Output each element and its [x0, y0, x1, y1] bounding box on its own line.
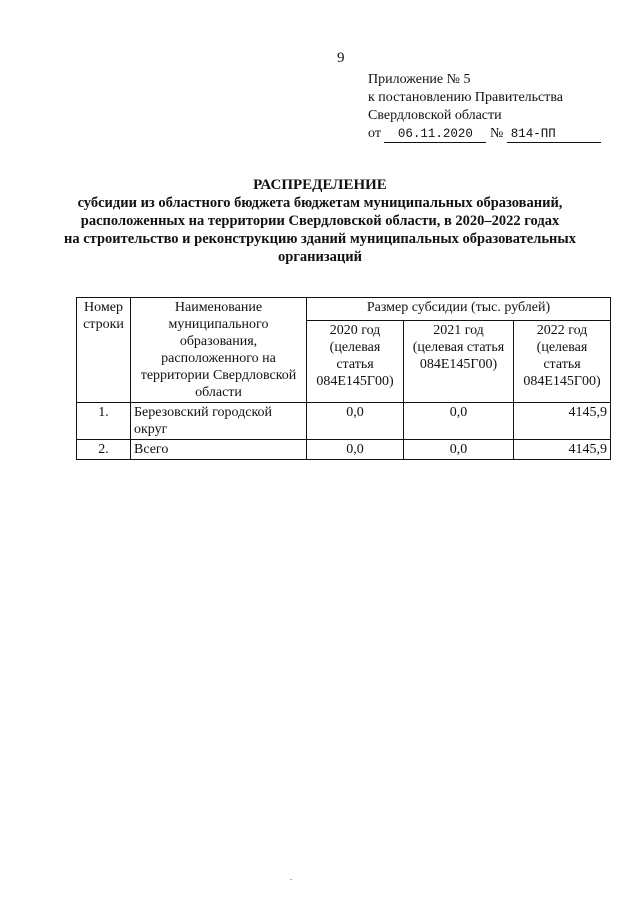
title-line-4: организаций [278, 249, 362, 265]
row-name: Березовский городской округ [131, 403, 307, 440]
header-subsidy-amount: Размер субсидии (тыс. рублей) [307, 298, 611, 321]
table-header-row [77, 298, 611, 321]
appendix-date-line [368, 125, 601, 143]
row-value-2020: 0,0 [307, 403, 404, 440]
table-row [77, 440, 611, 460]
row-value-2022: 4145,9 [514, 403, 611, 440]
header-year-2022: 2022 год (целевая статья 084Е145Г00) [514, 321, 611, 403]
row-name: Всего [131, 440, 307, 460]
row-value-2022: 4145,9 [514, 440, 611, 460]
title-line-1: субсидии из областного бюджета бюджетам муниципальных образований, [77, 195, 563, 211]
row-value-2020: 0,0 [307, 440, 404, 460]
document-title [0, 176, 640, 266]
row-value-2021: 0,0 [404, 440, 514, 460]
appendix-line-2: к постановлению Правительства [368, 90, 564, 105]
appendix-line-1: Приложение № 5 [368, 72, 471, 87]
appendix-block [368, 71, 601, 143]
date-value: 06.11.2020 [384, 127, 486, 143]
row-number: 1. [77, 403, 131, 440]
number-value: 814-ПП [507, 127, 601, 143]
appendix-line-3: Свердловской области [368, 108, 502, 123]
title-line-3: на строительство и реконструкцию зданий муниципальных образовательных [64, 231, 576, 247]
title-line-2: расположенных на территории Свердловской области, в 2020–2022 годах [80, 213, 560, 229]
bottom-mark: . [290, 872, 293, 882]
row-value-2021: 0,0 [404, 403, 514, 440]
row-number: 2. [77, 440, 131, 460]
header-year-2020: 2020 год (целевая статья 084Е145Г00) [307, 321, 404, 403]
header-row-number: Номер строки [77, 298, 131, 403]
number-prefix: № [489, 126, 504, 141]
page-number: 9 [337, 50, 345, 66]
title-heading: РАСПРЕДЕЛЕНИЕ [253, 177, 387, 193]
date-prefix: от [368, 126, 381, 141]
subsidy-table [76, 297, 611, 460]
table-row [77, 403, 611, 440]
header-year-2021: 2021 год (целевая статья 084Е145Г00) [404, 321, 514, 403]
header-municipality-name: Наименование муниципального образования, расположенного на территории Свердловской области [131, 298, 307, 403]
